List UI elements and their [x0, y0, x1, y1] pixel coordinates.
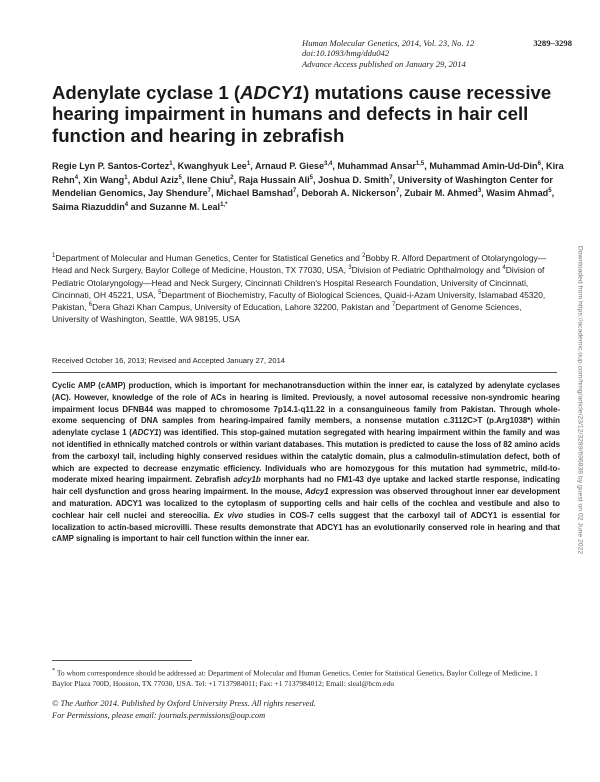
author-corresponding: Suzanne M. Leal$^{1,*}$: [149, 201, 228, 212]
author: Muhammad Ansar$^{1,5}$,: [337, 160, 430, 171]
download-watermark-text[interactable]: Downloaded from https://academic.oup.com/hmg/article/23/12/3289/696838 by guest on 02 June 2022: [576, 245, 584, 555]
copyright: [52, 698, 560, 721]
author: Wasim Ahmad$^5$,: [486, 188, 555, 199]
gene-name: adcy1b: [233, 475, 261, 485]
author: Raja Hussain Ali$^5$,: [238, 174, 319, 185]
doi[interactable]: doi:10.1093/hmg/ddu042: [302, 48, 390, 59]
author: Michael Bamshad$^7$,: [216, 188, 302, 199]
affiliation: $^2$Bobby R. Alford Department of Otolaryngology—Head and Neck Surgery, Baylor College of Medicine, Houston, TX 77030, USA,: [52, 253, 547, 276]
gene-name: ADCY1: [131, 428, 159, 438]
author: Muhammad Amin-Ud-Din$^6$,: [429, 160, 547, 171]
title-part1: Adenylate cyclase 1 (: [52, 82, 241, 103]
author: Joshua D. Smith$^7$,: [318, 174, 398, 185]
author: Ilene Chiu$^2$,: [186, 174, 239, 185]
author: Deborah A. Nickerson$^7$,: [301, 188, 405, 199]
page-range: 3289–3298: [533, 38, 572, 48]
affiliation: $^3$Division of Pediatric Ophthalmology and: [348, 265, 503, 276]
author-consortium: University of Washington Center for Mendelian Genomics,: [52, 174, 553, 199]
journal-header: [302, 38, 572, 69]
copyright-line: © The Author 2014. Published by Oxford University Press. All rights reserved.: [52, 699, 316, 708]
author: Arnaud P. Giese$^{3,4}$,: [254, 160, 338, 171]
author: Xin Wang$^1$,: [83, 174, 133, 185]
author: Zubair M. Ahmed$^3$,: [404, 188, 487, 199]
footnote-text: To whom correspondence should be addressed at: Department of Molecular and Human Genetics, Center for Statistical Genetics, Baylor College of Medicine, 1 Baylor Plaza 700D, Houston, TX 77030, USA. Tel: +1 7137984011; Fax: +1 7137984012; Email: sleal@bcm.edu: [52, 668, 538, 689]
footnote-rule: [52, 660, 192, 661]
journal-citation: Human Molecular Genetics, 2014, Vol. 23, No. 12: [302, 38, 475, 48]
affiliation: $^5$Department of Biochemistry, Faculty of Biological Sciences, Quaid-i-Azam University, Islamabad 45320, Pakistan,: [52, 289, 546, 313]
author: Saima Riazuddin$^4$ and: [52, 201, 150, 212]
author: Regie Lyn P. Santos-Cortez$^1$,: [52, 160, 178, 171]
received-dates: Received October 16, 2013; Revised and Accepted January 27, 2014: [52, 356, 286, 365]
affiliation: $^4$Division of Pediatric Otolaryngology—Head and Neck Surgery, Cincinnati Children's Hospital Research Foundation, University of Cincinnati, Cincinnati, OH 45221, USA,: [52, 265, 545, 300]
title-part2: ) mutations cause recessive hearing impairment in humans and defects in hair cell function and hearing in zebrafish: [52, 82, 552, 146]
permissions-line: For Permissions, please email: journals.permissions@oup.com: [52, 710, 266, 720]
affiliation: $^6$Dera Ghazi Khan Campus, University of Education, Lahore 32200, Pakistan and: [88, 302, 392, 313]
article-title: [52, 82, 552, 146]
affiliation: $^1$Department of Molecular and Human Genetics, Center for Statistical Genetics and: [52, 253, 363, 263]
author: Kira Rehn$^4$,: [52, 161, 564, 185]
advance-access: Advance Access published on January 29, 2014: [302, 58, 466, 69]
download-watermark: [574, 200, 586, 600]
author-list: [52, 160, 572, 214]
gene-name: Adcy1: [304, 487, 329, 497]
affiliations: [52, 252, 557, 326]
latin-term: Ex vivo: [213, 510, 244, 520]
author: Jay Shendure$^7$,: [148, 188, 217, 199]
author: Kwanghyuk Lee$^1$,: [177, 160, 255, 171]
title-gene: ADCY1: [240, 82, 304, 103]
abstract: Cyclic AMP (cAMP) production, which is important for mechanotransduction within the inner ear, is catalyzed by adenylate cyclases (AC). However, knowledge of the role of ACs in hearing is limited. Previously, a novel autosomal recessive non-syndromic hearing impairment locus DFNB44 was mapped to chromosome 7p14.1-q11.22 in a consanguineous family from Pakistan. Through whole-exome sequencing of DNA samples from hearing-impaired family members, a nonsense mutation c.3112C>T (p.Arg1038*) within adenylate cyclase 1 (ADCY1) was identified. This stop-gained mutation segregated with hearing impairment within the family and was not identified in ethnically matched controls or within variant databases. This mutation is predicted to cause the loss of 82 amino acids from the carboxyl tail, including highly conserved residues within the catalytic domain, plus a calmodulin-stimulation defect, both of which are expected to decrease enzymatic efficiency. Individuals who are homozygous for this mutation had symmetric, mild-to-moderate mixed hearing impairment. Zebrafish adcy1b morphants had no FM1-43 dye uptake and lacked startle response, indicating hair cell dysfunction and gross hearing impairment. In the mouse, Adcy1 expression was observed throughout inner ear development and maturation. ADCY1 was localized to the cytoplasm of supporting cells and hair cells of the cochlea and vestibule and also to cochlear hair cell nuclei and stereocilia. Ex vivo studies in COS-7 cells suggest that the carboxyl tail of ADCY1 is essential for localization to actin-based microvilli. These results demonstrate that ADCY1 has an evolutionarily conserved role in hearing and that cAMP signaling is important to hair cell function within the inner ear.: [52, 381, 560, 544]
affiliation: $^7$Department of Genome Sciences, University of Washington, Seattle, WA 98195, USA: [52, 302, 522, 325]
divider: [52, 372, 557, 373]
correspondence-footnote: * To whom correspondence should be addressed at: Department of Molecular and Human Genetics, Center for Statistical Genetics, Baylor College of Medicine, 1 Baylor Plaza 700D, Houston, TX 77030, USA. Tel: +1 7137984011; Fax: +1 7137984012; Email: sleal@bcm.edu: [52, 667, 538, 689]
author: Abdul Aziz$^5$,: [132, 174, 187, 185]
